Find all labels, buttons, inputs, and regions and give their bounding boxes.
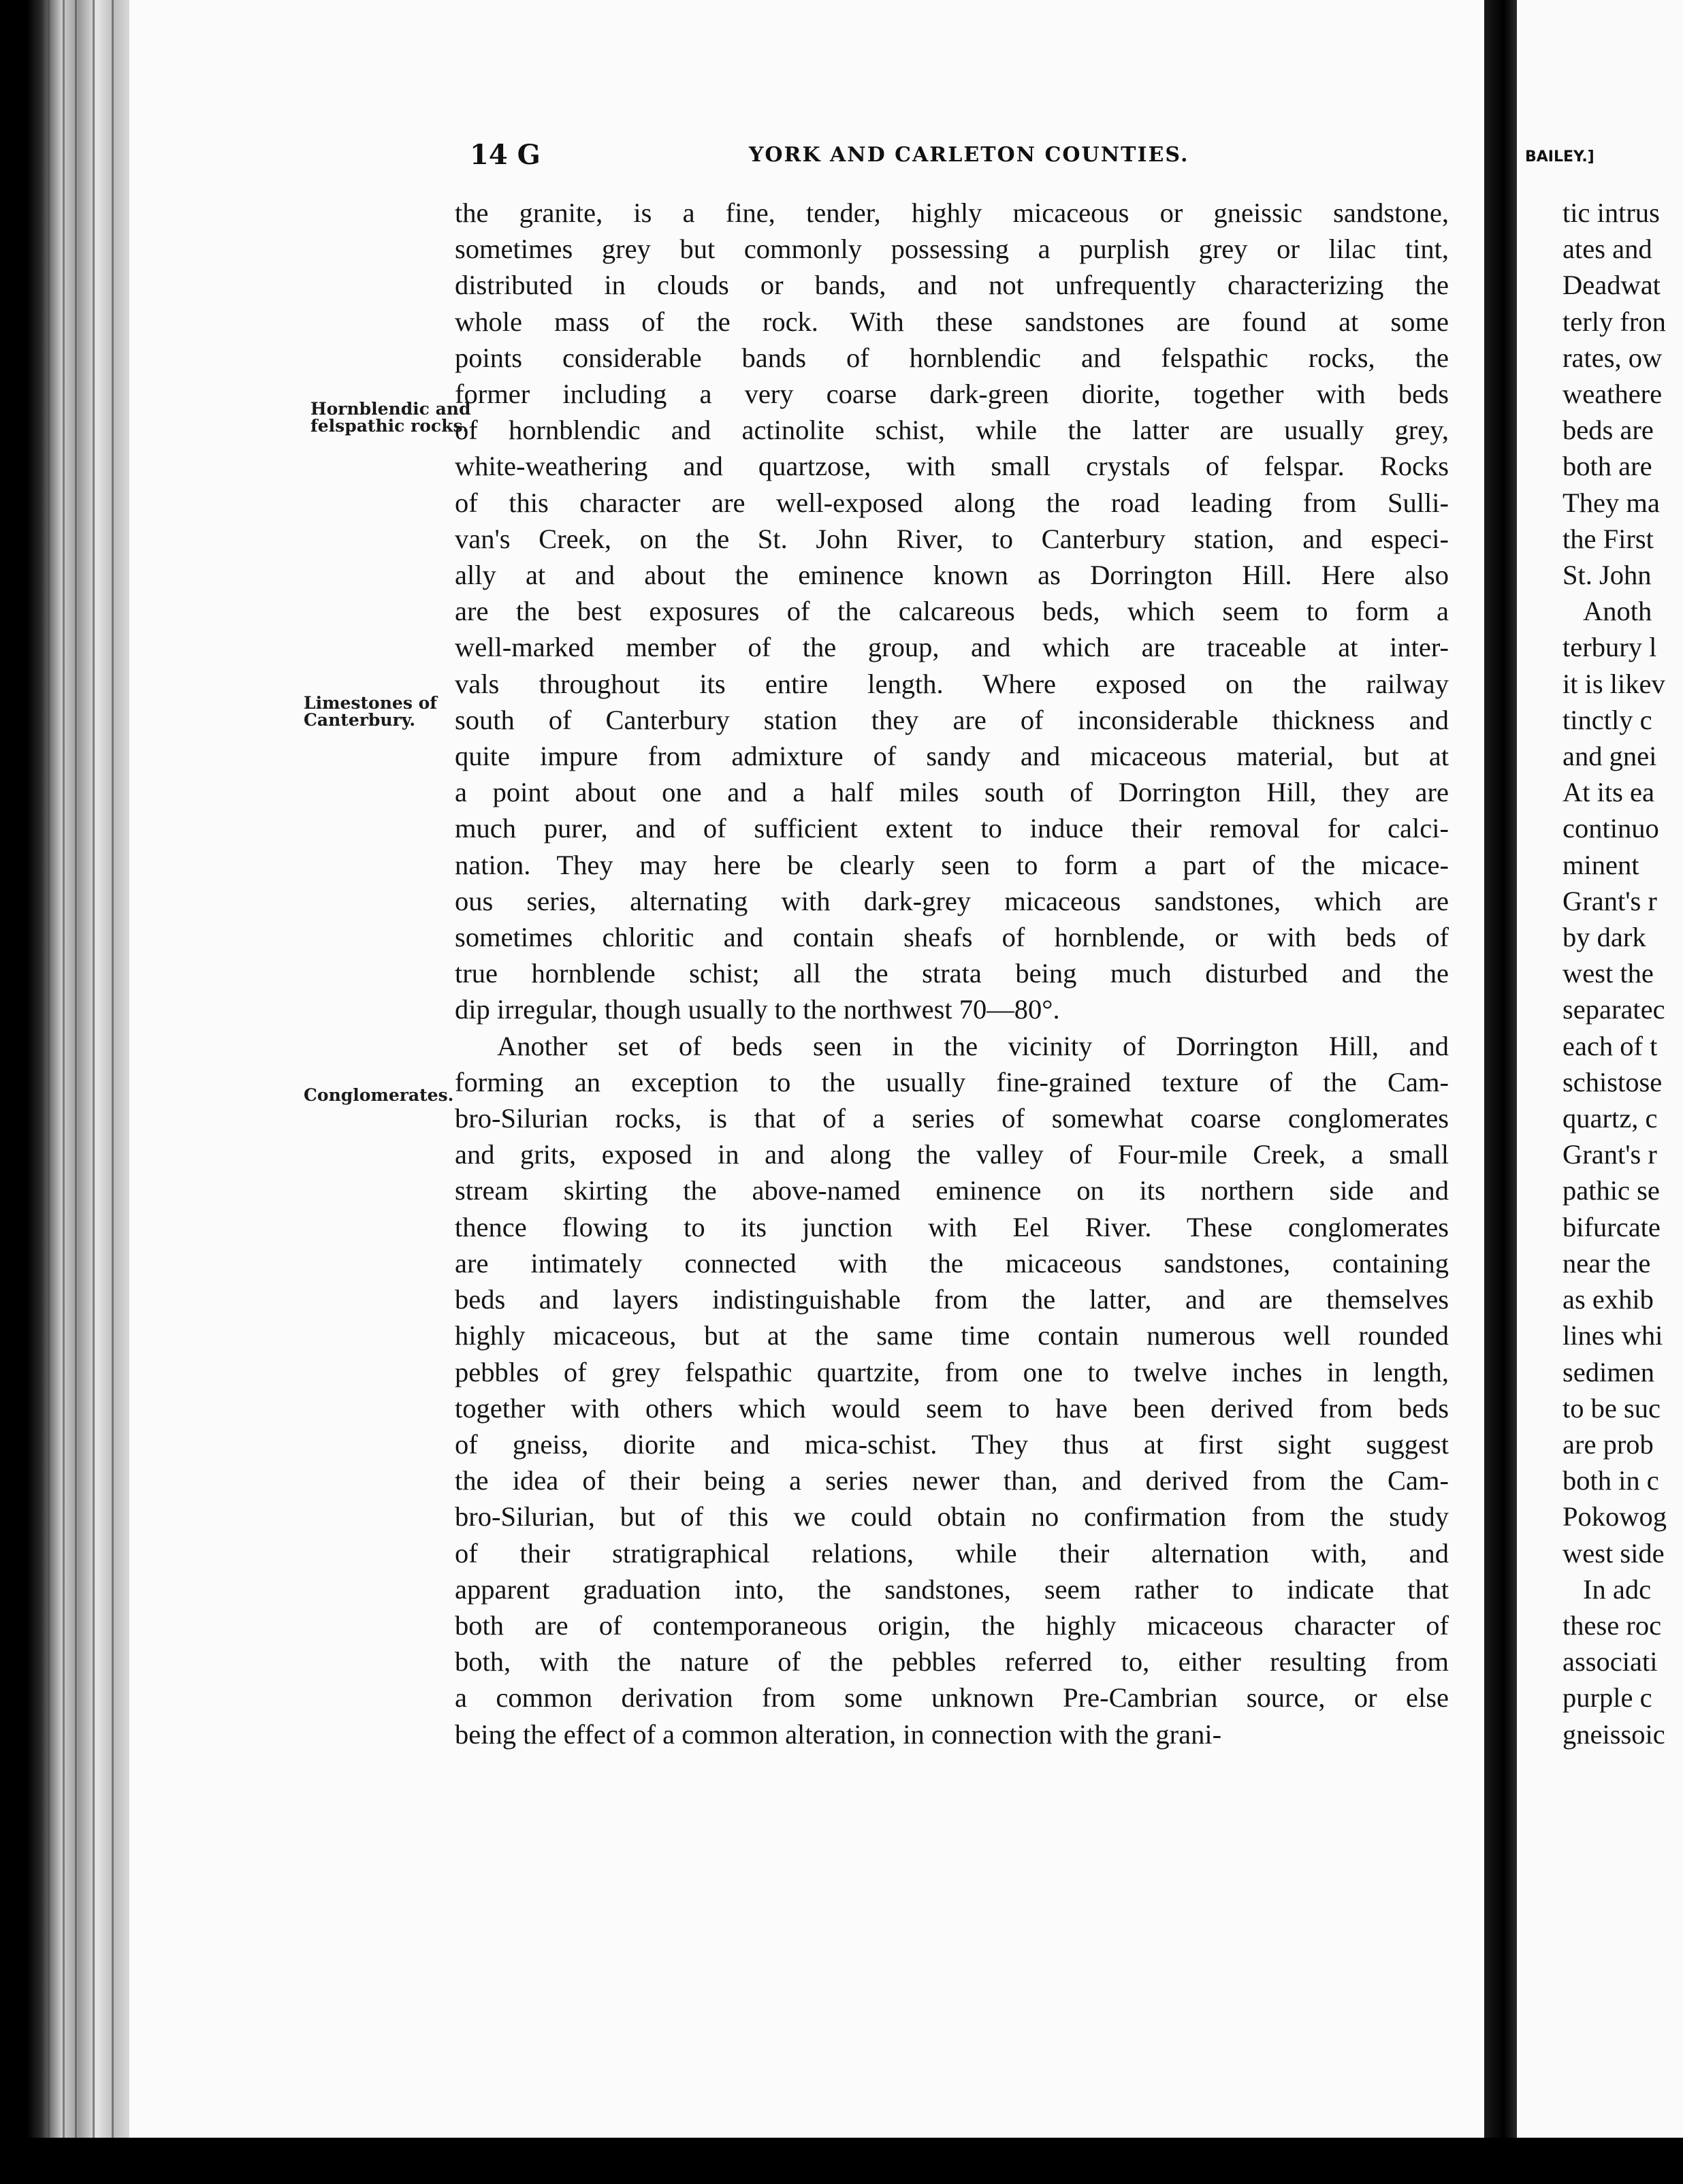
text-line: true hornblende schist; all the strata being much disturbed and the	[455, 958, 1449, 989]
text-line: the granite, is a fine, tender, highly micaceous or gneissic sandstone,	[455, 197, 1449, 228]
text-line: being the effect of a common alteration, in connection with the grani-	[455, 1718, 1222, 1750]
bottom-shadow	[0, 2138, 1683, 2184]
facing-text-line: both in c	[1562, 1465, 1659, 1496]
text-line: of hornblendic and actinolite schist, while the latter are usually grey,	[455, 415, 1449, 446]
text-line: both, with the nature of the pebbles referred to, either resulting from	[455, 1646, 1449, 1677]
facing-text-line: St. John	[1562, 560, 1652, 591]
facing-text-line: At its ea	[1562, 777, 1654, 808]
facing-text-line: In adc	[1583, 1573, 1652, 1605]
text-line: ally at and about the eminence known as Dorrington Hill. Here also	[455, 560, 1449, 591]
text-line: highly micaceous, but at the same time contain numerous well rounded	[455, 1320, 1449, 1351]
text-line: vals throughout its entire length. Where exposed on the railway	[455, 668, 1449, 699]
facing-text-line: terbury l	[1562, 632, 1657, 663]
text-line: a common derivation from some unknown Pre-Cambrian source, or else	[455, 1682, 1449, 1714]
text-line: are the best exposures of the calcareous beds, which seem to form a	[455, 596, 1449, 627]
sidenote-hornblendic: Hornblendic and felspathic rocks.	[310, 399, 471, 436]
text-line: former including a very coarse dark-green diorite, together with beds	[455, 379, 1449, 410]
text-line: white-weathering and quartzose, with small crystals of felspar. Rocks	[455, 451, 1449, 482]
page-number: 14 G	[470, 139, 541, 171]
facing-text-line: terly fron	[1562, 306, 1666, 337]
facing-text-line: Pokowog	[1562, 1501, 1667, 1532]
facing-text-line: continuo	[1562, 813, 1659, 844]
body-text	[455, 195, 1449, 1752]
facing-text-line: separatec	[1562, 994, 1665, 1025]
text-line: apparent graduation into, the sandstones, seem rather to indicate that	[455, 1573, 1449, 1605]
text-line: together with others which would seem to have been derived from beds	[455, 1392, 1449, 1424]
text-line: Another set of beds seen in the vicinity of Dorrington Hill, and	[497, 1030, 1449, 1061]
facing-text-line: Grant's r	[1562, 1139, 1657, 1170]
facing-text-line: west side	[1562, 1537, 1665, 1569]
facing-page-text	[1562, 195, 1683, 1752]
text-line: sometimes chloritic and contain sheafs of hornblende, or with beds of	[455, 922, 1449, 953]
text-line: sometimes grey but commonly possessing a purplish grey or lilac tint,	[455, 234, 1449, 265]
facing-text-line: Deadwat	[1562, 270, 1661, 301]
text-line: ous series, alternating with dark-grey micaceous sandstones, which are	[455, 885, 1449, 916]
sidenote-conglomerates: Conglomerates.	[304, 1085, 454, 1105]
text-line: pebbles of grey felspathic quartzite, from one to twelve inches in length,	[455, 1356, 1449, 1387]
facing-text-line: pathic se	[1562, 1175, 1660, 1206]
text-line: much purer, and of sufficient extent to induce their removal for calci-	[455, 813, 1449, 844]
facing-text-line: bifurcate	[1562, 1211, 1661, 1242]
facing-running-head: BAILEY.]	[1525, 148, 1594, 165]
facing-text-line: Anoth	[1583, 596, 1652, 627]
text-line: distributed in clouds or bands, and not unfrequently characterizing the	[455, 270, 1449, 301]
text-line: dip irregular, though usually to the northwest 70—80°.	[455, 994, 1060, 1025]
text-line: bro-Silurian, but of this we could obtain no confirmation from the study	[455, 1501, 1449, 1532]
facing-text-line: schistose	[1562, 1066, 1663, 1097]
text-line: both are of contemporaneous origin, the highly micaceous character of	[455, 1609, 1449, 1641]
book-edge	[27, 0, 143, 2184]
sidenote-limestones: Limestones of Canterbury.	[304, 693, 438, 730]
text-line: and grits, exposed in and along the valley of Four-mile Creek, a small	[455, 1139, 1449, 1170]
facing-text-line: near the	[1562, 1247, 1651, 1279]
facing-text-line: purple c	[1562, 1682, 1652, 1714]
facing-text-line: associati	[1562, 1646, 1658, 1677]
book-gutter	[1484, 0, 1517, 2184]
text-line: points considerable bands of hornblendic and felspathic rocks, the	[455, 342, 1449, 373]
text-line: nation. They may here be clearly seen to form a part of the micace-	[455, 849, 1449, 880]
text-line: the idea of their being a series newer than, and derived from the Cam-	[455, 1465, 1449, 1496]
facing-text-line: beds are	[1562, 415, 1654, 446]
text-line: bro-Silurian rocks, is that of a series of somewhat coarse conglomerates	[455, 1103, 1449, 1134]
facing-text-line: it is likev	[1562, 668, 1665, 699]
facing-text-line: by dark	[1562, 922, 1646, 953]
text-line: beds and layers indistinguishable from the latter, and are themselves	[455, 1284, 1449, 1315]
facing-text-line: Grant's r	[1562, 885, 1657, 916]
facing-text-line: both are	[1562, 451, 1652, 482]
text-line: stream skirting the above-named eminence on its northern side and	[455, 1175, 1449, 1206]
text-line: of this character are well-exposed along the road leading from Sulli-	[455, 487, 1449, 518]
text-line: thence flowing to its junction with Eel River. These conglomerates	[455, 1211, 1449, 1242]
running-title: YORK AND CARLETON COUNTIES.	[749, 143, 1189, 167]
facing-text-line: the First	[1562, 523, 1654, 554]
text-line: well-marked member of the group, and which are traceable at inter-	[455, 632, 1449, 663]
facing-text-line: tinctly c	[1562, 704, 1652, 735]
facing-text-line: gneissoic	[1562, 1718, 1665, 1750]
text-line: quite impure from admixture of sandy and micaceous material, but at	[455, 741, 1449, 772]
facing-text-line: these roc	[1562, 1609, 1662, 1641]
facing-text-line: minent	[1562, 849, 1639, 880]
facing-text-line: as exhib	[1562, 1284, 1654, 1315]
text-line: of gneiss, diorite and mica-schist. They thus at first sight suggest	[455, 1428, 1449, 1460]
facing-text-line: west the	[1562, 958, 1654, 989]
facing-text-line: ates and	[1562, 234, 1652, 265]
text-line: van's Creek, on the St. John River, to Canterbury station, and especi-	[455, 523, 1449, 554]
facing-text-line: quartz, c	[1562, 1103, 1658, 1134]
facing-text-line: They ma	[1562, 487, 1660, 518]
facing-text-line: weathere	[1562, 379, 1663, 410]
text-line: are intimately connected with the micaceous sandstones, containing	[455, 1247, 1449, 1279]
facing-text-line: sedimen	[1562, 1356, 1654, 1387]
text-line: of their stratigraphical relations, while their alternation with, and	[455, 1537, 1449, 1569]
facing-text-line: lines whi	[1562, 1320, 1663, 1351]
facing-text-line: are prob	[1562, 1428, 1654, 1460]
text-line: forming an exception to the usually fine-grained texture of the Cam-	[455, 1066, 1449, 1097]
text-line: whole mass of the rock. With these sandstones are found at some	[455, 306, 1449, 337]
facing-text-line: to be suc	[1562, 1392, 1661, 1424]
facing-text-line: tic intrus	[1562, 197, 1660, 228]
facing-text-line: rates, ow	[1562, 342, 1663, 373]
facing-text-line: and gnei	[1562, 741, 1657, 772]
text-line: a point about one and a half miles south of Dorrington Hill, they are	[455, 777, 1449, 808]
text-line: south of Canterbury station they are of inconsiderable thickness and	[455, 704, 1449, 735]
facing-text-line: each of t	[1562, 1030, 1658, 1061]
